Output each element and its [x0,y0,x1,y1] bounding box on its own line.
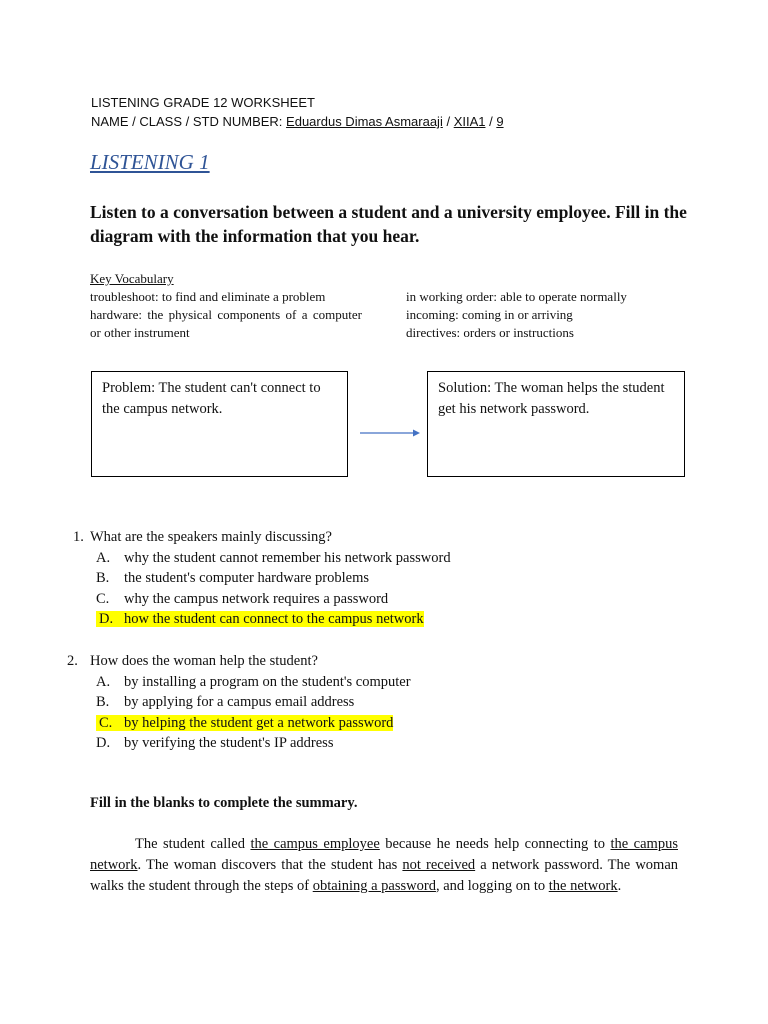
option-b [96,692,687,713]
question-number: 2. [67,653,78,669]
question-stem [67,651,687,672]
summary-blank-answer: the campus network [90,836,678,873]
vocabulary-left-column [90,288,362,342]
option-text: why the student cannot remember his network password [124,549,451,566]
solution-box [427,371,685,477]
instruction-text: Listen to a conversation between a student and a university employee. Fill in the diagram with the information that you hear. [90,202,687,246]
summary-text: . [617,878,622,894]
summary-text: because he needs help connecting to [379,836,611,852]
option-letter: A. [96,673,111,690]
vocabulary-entry: troubleshoot: to find and eliminate a problem [90,289,326,304]
student-name: Eduardus Dimas Asmaraaji [286,114,443,129]
vocabulary-right-column [406,288,696,342]
question-2 [67,651,687,754]
vocabulary-entry: incoming: coming in or arriving [406,307,573,322]
summary-blank-answer: obtaining a password [312,878,436,894]
problem-box [91,371,348,477]
option-text: by installing a program on the student's computer [124,673,411,690]
problem-text: Problem: The student can't connect to the campus network. [102,380,321,417]
summary-blank-answer: not received [402,857,476,873]
student-info-separator: / [485,114,497,129]
student-number: 9 [496,114,504,129]
option-text: by applying for a campus email address [124,694,355,710]
question-stem [73,527,693,548]
summary-blank-answer: the network [548,878,618,894]
option-letter: D. [96,735,111,751]
option-d [96,733,687,754]
summary-text: . The woman discovers that the student has [137,857,403,873]
vocabulary-entry: hardware: the physical components of a computer or other instrument [90,307,362,340]
vocabulary-entry: in working order: able to operate normally [406,289,627,304]
question-text: How does the woman help the student? [90,653,318,669]
options-list [96,672,687,754]
option-a [96,672,687,693]
option-letter: A. [96,549,111,566]
student-class: XIIA1 [453,114,486,129]
option-text: by helping the student get a network password [124,714,394,731]
option-letter: B. [96,694,110,710]
option-text: how the student can connect to the campus network [124,611,424,627]
vocabulary-entry: directives: orders or instructions [406,325,574,340]
option-a [96,548,693,569]
student-info-separator: / [442,114,454,129]
question-text: What are the speakers mainly discussing? [90,529,332,545]
summary-paragraph [90,834,678,897]
summary-heading: Fill in the blanks to complete the summary. [90,795,358,811]
summary-text: The student called [135,836,251,852]
worksheet-title: LISTENING GRADE 12 WORKSHEET [91,95,315,110]
option-c [96,589,693,610]
solution-text: Solution: The woman helps the student get his network password. [438,380,665,417]
option-b [96,568,693,589]
student-info-prefix: NAME / CLASS / STD NUMBER: [91,114,287,129]
question-number: 1. [73,529,84,545]
summary-blank-answer: the campus employee [250,836,380,852]
section-title: LISTENING 1 [90,150,210,174]
option-letter: B. [96,570,110,586]
option-letter: D. [99,611,114,627]
option-c-selected [96,713,687,734]
vocabulary-heading: Key Vocabulary [90,271,174,286]
option-letter: C. [96,590,110,607]
question-1 [73,527,693,630]
option-text: why the campus network requires a password [124,590,389,607]
option-letter: C. [99,714,113,731]
option-text: the student's computer hardware problems [124,570,370,586]
summary-text: a network password. The woman walks the student through the steps of [90,857,678,894]
student-info-line [91,113,504,131]
option-text: by verifying the student's IP address [124,735,334,751]
option-d-selected [96,609,693,630]
options-list [96,548,693,630]
diagram-arrow-icon [358,426,422,440]
summary-text: , and logging on to [435,878,549,894]
